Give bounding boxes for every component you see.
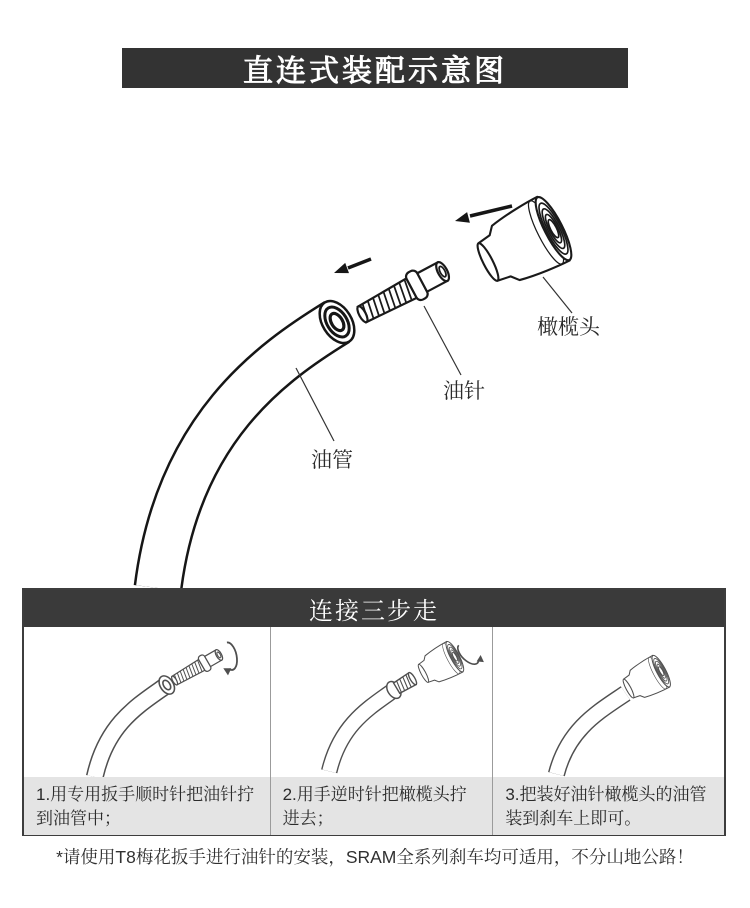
steps-header-title: 连接三步走 bbox=[309, 598, 439, 625]
step1-illustration bbox=[24, 627, 270, 777]
step3-illustration bbox=[493, 627, 724, 777]
footer-note: *请使用T8梅花扳手进行油针的安装，SRAM全系列刹车均可适用，不分山地公路！ bbox=[56, 847, 694, 867]
label-leader-line bbox=[543, 277, 572, 313]
label-leader-line bbox=[424, 306, 461, 375]
step1-text: 1.用专用扳手顺时针把油针拧到油管中； bbox=[24, 777, 271, 835]
main-assembly-illustration bbox=[0, 95, 750, 588]
step2-illustration bbox=[271, 627, 493, 777]
assembly-direction-arrow-icon bbox=[334, 259, 371, 273]
step3-text: 3.把装好油针橄榄头的油管装到刹车上即可。 bbox=[493, 777, 724, 835]
label-oil-needle: 油针 bbox=[443, 380, 485, 403]
olive-head-illustration bbox=[468, 193, 578, 296]
steps-grid bbox=[24, 627, 724, 834]
label-oil-tube: 油管 bbox=[311, 449, 353, 472]
step3-panel bbox=[493, 627, 724, 777]
hose-illustration bbox=[158, 295, 361, 588]
page-title: 直连式装配示意图 bbox=[243, 55, 507, 88]
step2-text: 2.用手逆时针把橄榄头拧进去； bbox=[271, 777, 494, 835]
oil-needle-illustration bbox=[352, 256, 454, 330]
step2-panel bbox=[271, 627, 494, 777]
label-leader-line bbox=[296, 368, 334, 441]
steps-header bbox=[24, 590, 724, 627]
steps-section bbox=[22, 588, 726, 836]
label-olive-head: 橄榄头 bbox=[537, 316, 600, 339]
title-banner bbox=[122, 48, 628, 88]
step1-panel bbox=[24, 627, 271, 777]
